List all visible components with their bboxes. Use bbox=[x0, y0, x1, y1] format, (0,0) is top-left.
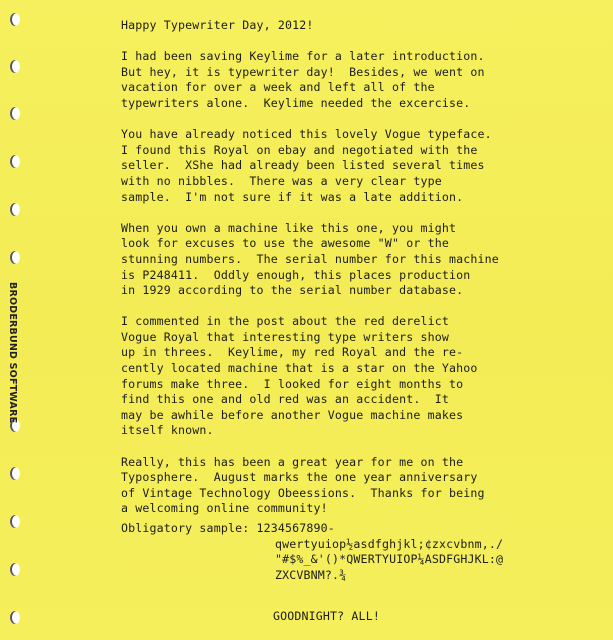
type-sample-block bbox=[121, 521, 601, 625]
text-line: I commented in the post about the red derelict bbox=[121, 314, 449, 329]
text-line: with no nibbles. There was a very clear type bbox=[121, 173, 442, 188]
text-line: But hey, it is typewriter day! Besides, we went on bbox=[121, 64, 485, 79]
binder-hole bbox=[10, 515, 20, 528]
text-line: When you own a machine like this one, you might bbox=[121, 220, 457, 235]
text-line: in 1929 according to the serial number database. bbox=[121, 283, 464, 298]
text-line: You have already noticed this lovely Vogue typeface. bbox=[121, 127, 492, 142]
text-line: forums make three. I looked for eight months to bbox=[121, 376, 464, 391]
text-line: seller. XShe had already been listed several times bbox=[121, 158, 485, 173]
text-line: may be awhile before another Vogue machine makes bbox=[121, 407, 464, 422]
text-line: look for excuses to use the awesome "W" or the bbox=[121, 236, 449, 251]
binder-hole bbox=[10, 60, 20, 73]
binder-hole bbox=[10, 13, 20, 26]
closing-line: GOODNIGHT? ALL! bbox=[273, 609, 380, 624]
text-line: cently located machine that is a star on the Yahoo bbox=[121, 361, 478, 376]
text-line: Vogue Royal that interesting type writers show bbox=[121, 329, 449, 344]
text-line: I found this Royal on ebay and negotiated with the bbox=[121, 142, 478, 157]
text-line: Typosphere. August marks the one year anniversary bbox=[121, 470, 478, 485]
paragraph bbox=[121, 127, 601, 205]
text-line: I had been saving Keylime for a later introduction. bbox=[121, 49, 485, 64]
sample-label-line: Obligatory sample: 1234567890- bbox=[121, 521, 335, 535]
paragraph bbox=[121, 314, 601, 439]
sample-line: "#$%_&'()*QWERTYUIOP¼ASDFGHJKL:@ bbox=[275, 552, 504, 567]
text-line: stunning numbers. The serial number for this machine bbox=[121, 251, 499, 266]
text-line: sample. I'm not sure if it was a late addition. bbox=[121, 189, 464, 204]
binder-hole bbox=[10, 155, 20, 168]
text-line: find this one and old red was an accident. It bbox=[121, 392, 449, 407]
text-line: a welcoming online community! bbox=[121, 501, 328, 516]
letter-heading: Happy Typewriter Day, 2012! bbox=[121, 18, 314, 32]
text-line: typewriters alone. Keylime needed the excercise. bbox=[121, 95, 471, 110]
binder-hole bbox=[10, 563, 20, 576]
letter-body bbox=[121, 18, 601, 533]
side-margin-label: BRODERBUND SOFTWARE bbox=[7, 282, 18, 424]
letter-heading-block bbox=[121, 18, 601, 34]
binder-hole bbox=[10, 251, 20, 264]
text-line: Really, this has been a great year for me on the bbox=[121, 454, 464, 469]
text-line: up in threes. Keylime, my red Royal and the re- bbox=[121, 345, 464, 360]
paragraph bbox=[121, 455, 601, 517]
binder-hole bbox=[10, 467, 20, 480]
sample-line: ZXCVBNM?.¾ bbox=[275, 567, 347, 582]
text-line: of Vintage Technology Obeessions. Thanks for being bbox=[121, 485, 485, 500]
binder-hole bbox=[10, 107, 20, 120]
text-line: vacation for over a week and left all of the bbox=[121, 80, 435, 95]
binder-hole bbox=[10, 203, 20, 216]
paragraph bbox=[121, 221, 601, 299]
text-line: itself known. bbox=[121, 423, 214, 438]
sample-line: qwertyuiop½asdfghjkl;¢zxcvbnm,./ bbox=[275, 536, 504, 551]
binder-hole bbox=[10, 611, 20, 624]
paragraph bbox=[121, 49, 601, 111]
text-line: is P248411. Oddly enough, this places production bbox=[121, 267, 471, 282]
